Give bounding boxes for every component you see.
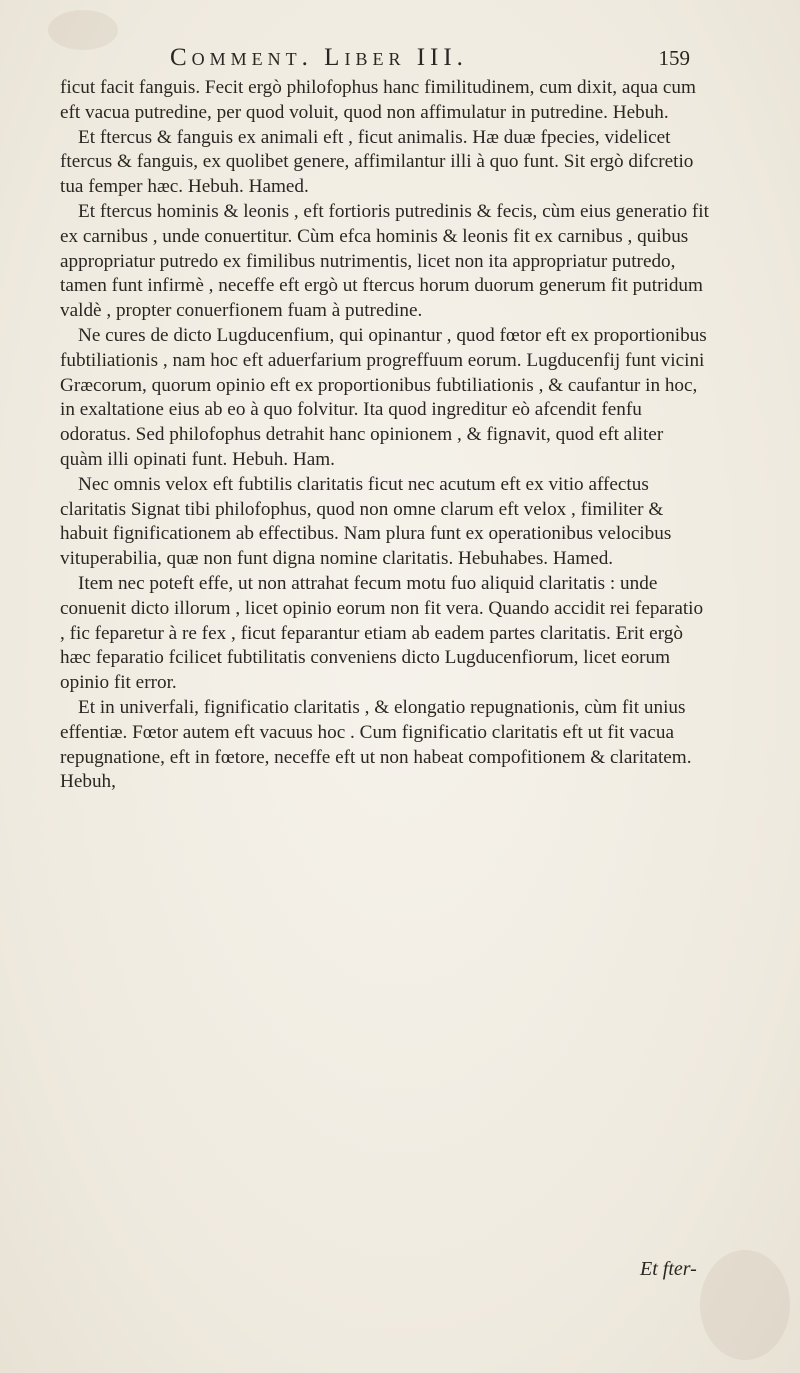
paragraph-7	[60, 696, 710, 795]
paragraph-5	[60, 473, 710, 572]
paragraph-2	[60, 126, 710, 200]
running-head: Comment. Liber III.	[170, 44, 468, 71]
paragraph-3-text: Cùm efca hominis & leonis fit ex carnibus , quibus appropriatur putredo ex fimilibus nutrimentis, licet non ita appropriatur putredo, tamen funt infirmè , neceffe eft ergò ut ftercus horum duorum generum fit putridum valdè , propter conuerfionem fuam à putredine.	[60, 225, 703, 322]
paragraph-4-lemma: Ne cures de dicto Lugducenfium, qui opinantur , quod fœtor eft ex proportionibus fubtiliationis , nam hoc eft aduerfarium progreffuum eorum.	[60, 324, 707, 371]
paragraph-2-text: Hæ duæ fpecies, videlicet ftercus & fanguis, ex quolibet genere, affimilantur illi à quo funt. Sit ergò difcretio tua femper hæc. Hebuh. Hamed.	[60, 126, 694, 198]
paragraph-4-text: Lugducenfij funt vicini Græcorum, quorum opinio eft ex proportionibus fubtiliationis , & caufantur in hoc, in exaltatione eius ab eo à quo folvitur. Ita quod ingreditur eò afcendit fenfu odoratus. Sed philofophus detrahit hanc opinionem , & fignavit, quod eft aliter quàm illi opinati funt. Hebuh. Ham.	[60, 349, 705, 470]
commentary-text	[60, 76, 710, 795]
page-header	[170, 44, 690, 80]
paragraph-3	[60, 200, 710, 324]
paragraph-6-lemma: Item nec poteft effe, ut non attrahat fecum motu fuo aliquid claritatis : unde conuenit dicto illorum , licet opinio eorum non fit vera.	[60, 572, 658, 619]
page-number: 159	[658, 46, 690, 70]
paragraph-3-lemma: Et ftercus hominis & leonis , eft fortioris putredinis & fecis, cùm eius generatio fit ex carnibus , unde conuertitur.	[60, 200, 709, 247]
foxing-stain	[700, 1250, 790, 1360]
paragraph-4	[60, 324, 710, 473]
paragraph-5-lemma: Nec omnis velox eft fubtilis claritatis ficut nec acutum eft ex vitio affectus claritatis	[60, 473, 649, 520]
paragraph-6-text: Quando accidit rei feparatio , fic feparetur à re fex , ficut feparantur etiam ab eadem partes claritatis. Erit ergò hæc feparatio fcilicet fubtilitatis conveniens dicto Lugducenfiorum, licet eorum opinio fit error.	[60, 597, 704, 694]
paragraph-6	[60, 572, 710, 696]
paragraph-7-text: Cum fignificatio claritatis eft ut fit vacua repugnatione, eft in fœtore, neceffe eft ut non habeat compofitionem & claritatem. Hebuh,	[60, 721, 692, 793]
paragraph-1-text: ficut facit fanguis. Fecit ergò philofophus hanc fimilitudinem, cum dixit, aqua cum eft vacua putredine, per quod voluit, quod non affimulatur in putredine. Hebuh.	[60, 77, 696, 123]
paragraph-7-lemma: Et in univerfali, fignificatio claritatis , & elongatio repugnationis, cùm fit unius effentiæ. Fœtor autem eft vacuus hoc .	[60, 696, 686, 743]
paragraph-5-text: Signat tibi philofophus, quod non omne clarum eft velox , fimiliter & habuit fignificationem ab effectibus. Nam plura funt ex operationibus velocibus vituperabilia, quæ non funt digna nomine claritatis. Hebuhabes. Hamed.	[60, 498, 672, 570]
paragraph-1	[60, 76, 710, 126]
catchword: Et fter-	[640, 1258, 697, 1280]
paragraph-2-lemma: Et ftercus & fanguis ex animali eft , ficut animalis.	[78, 126, 468, 148]
foxing-stain	[48, 10, 118, 50]
